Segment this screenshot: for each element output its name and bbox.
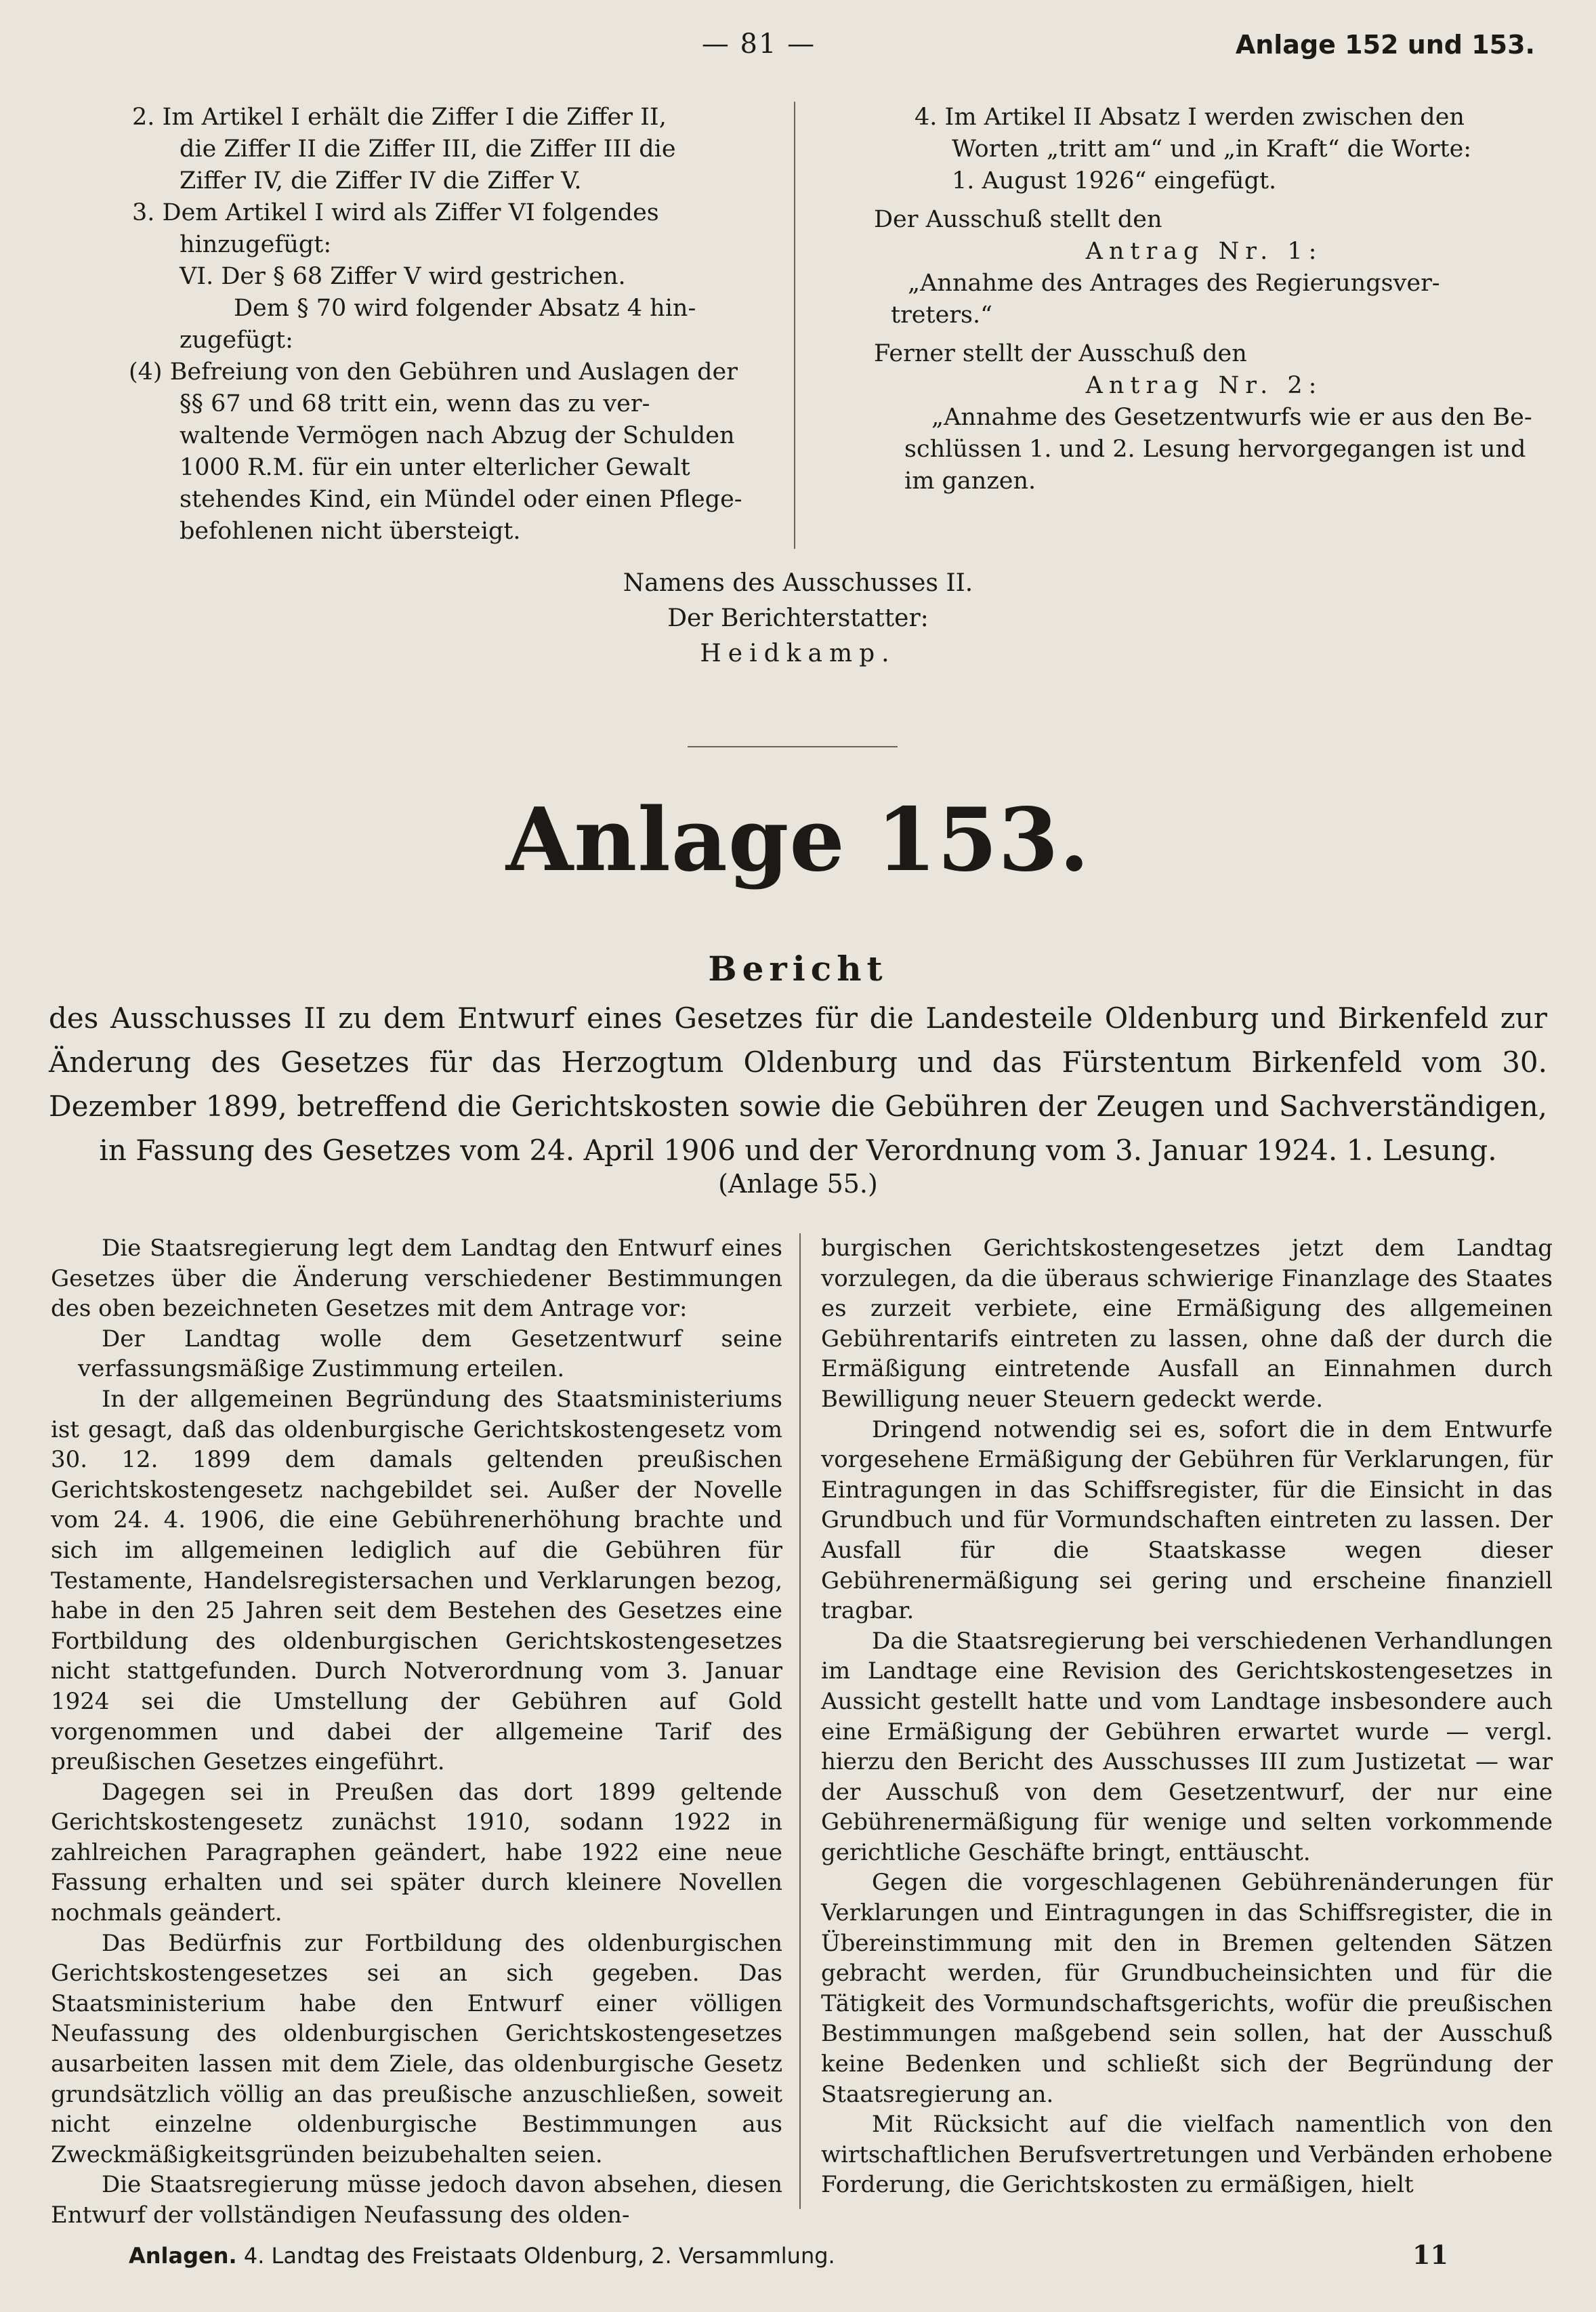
item-2-line-1: 2. Im Artikel I erhält die Ziffer I die Ziffer II, (132, 104, 667, 131)
motion-2-title: Antrag Nr. 2: (1085, 372, 1323, 399)
motion-1-title: Antrag Nr. 1: (1085, 238, 1323, 265)
appendix-title: Anlage 153. (505, 789, 1091, 891)
committee-statement-1: Der Ausschuß stellt den (874, 206, 1162, 233)
item-3-line-5: zugefügt: (180, 327, 293, 354)
left-paragraph-3: In der allgemeinen Begründung des Staatsministeriums ist gesagt, daß das oldenburgische Gerichtskostengesetz vom 30. 12. 1899 dem damals geltenden preußischen Gerichtskostengesetz nachgebildet sei. Außer der Novelle vom 24. 4. 1906, die eine Gebührenerhöhung brachte und sich im allgemeinen lediglich auf die Gebühren für Testamente, Handelsregistersachen und Verklarungen bezog, habe in den 25 Jahren seit dem Bestehen des Gesetzes eine Fortbildung des oldenburgischen Gerichtskostengesetzes nicht stattgefunden. Durch Notverordnung vom 3. Januar 1924 sei die Umstellung der Gebühren auf Gold vorgenommen und dabei der allgemeine Tarif des preußischen Gesetzes eingeführt. (51, 1385, 782, 1776)
item-3-line-1: 3. Dem Artikel I wird als Ziffer VI folgendes (132, 199, 659, 226)
signature-block (0, 566, 1596, 672)
left-paragraph-1: Die Staatsregierung legt dem Landtag den Entwurf eines Gesetzes über die Änderung verschiedener Bestimmungen des oben bezeichneten Gesetzes mit dem Antrage vor: (51, 1235, 782, 1323)
left-paragraph-4: Dagegen sei in Preußen das dort 1899 geltende Gerichtskostengesetz zunächst 1910, sodann 1922 in zahlreichen Paragraphen geändert, habe 1922 eine neue Fassung erhalten und sei später durch kleinere Novellen nochmals geändert. (51, 1778, 782, 1927)
running-head: Anlage 152 und 153. (1235, 30, 1535, 60)
right-text-column (821, 1233, 1553, 2200)
top-right-column (860, 102, 1548, 497)
footer-text: 4. Landtag des Freistaats Oldenburg, 2. Versammlung. (243, 2243, 835, 2269)
right-paragraph-1: burgischen Gerichtskostengesetzes jetzt dem Landtag vorzulegen, da die überaus schwierige Finanzlage des Staates es zurzeit verbiete, eine Ermäßigung des allgemeinen Gebührentarifs eintreten zu lassen, ohne daß der durch die Ermäßigung eintretende Ausfall an Einnahmen durch Bewilligung neuer Steuern gedeckt werde. (821, 1235, 1553, 1413)
item-3-line-3: VI. Der § 68 Ziffer V wird gestrichen. (180, 263, 626, 290)
paragraph-4-line-5: stehendes Kind, ein Mündel oder einen Pflege- (180, 486, 742, 513)
right-paragraph-4: Gegen die vorgeschlagenen Gebührenänderungen für Verklarungen und Eintragungen in das Schiffsregister, die in Übereinstimmung mit den in Bremen geltenden Sätzen gebracht werden, für Grundbucheinsichten und für die Tätigkeit des Vormundschaftsgerichts, wofür die preußischen Bestimmungen maßgebend sein sollen, hat der Ausschuß keine Bedenken und schließt sich der Begründung der Staatsregierung an. (821, 1869, 1553, 2108)
item-4-line-2: Worten „tritt am“ und „in Kraft“ die Worte: (952, 136, 1472, 163)
right-paragraph-2: Dringend notwendig sei es, sofort die in dem Entwurfe vorgesehene Ermäßigung der Gebühren für Verklarungen, für Eintragungen in das Schiffsregister, für die Einsicht in das Grundbuch und für Vormundschaften eintreten zu lassen. Der Ausfall für die Staatskasse wegen dieser Gebührenermäßigung sei gering und erscheine finanziell tragbar. (821, 1416, 1553, 1625)
footer (129, 2243, 835, 2269)
item-2-line-2: die Ziffer II die Ziffer III, die Ziffer III die (180, 136, 676, 163)
column-divider-top (794, 102, 795, 549)
left-text-column (51, 1233, 782, 2231)
paragraph-4-line-6: befohlenen nicht übersteigt. (180, 518, 521, 545)
item-3-line-4: Dem § 70 wird folgender Absatz 4 hin- (234, 295, 696, 322)
paragraph-4-line-2: §§ 67 und 68 tritt ein, wenn das zu ver- (180, 390, 650, 417)
right-paragraph-5: Mit Rücksicht auf die vielfach namentlich von den wirtschaftlichen Berufsvertretungen und Verbänden erhobene Forderung, die Gerichtskosten zu ermäßigen, hielt (821, 2111, 1553, 2199)
signature-role: Der Berichterstatter: (667, 604, 929, 632)
column-divider-main (799, 1233, 801, 2209)
left-paragraph-2: Der Landtag wolle dem Gesetzentwurf seine verfassungsmäßige Zustimmung erteilen. (78, 1325, 782, 1383)
left-paragraph-5: Das Bedürfnis zur Fortbildung des oldenburgischen Gerichtskostengesetzes sei an sich gegeben. Das Staatsministerium habe den Entwurf einer völligen Neufassung des oldenburgischen Gerichtskostengesetzes ausarbeiten lassen mit dem Ziele, das oldenburgische Gesetz grundsätzlich völlig an das preußische anzuschließen, soweit nicht einzelne oldenburgische Bestimmungen aus Zweckmäßigkeitsgründen beizubehalten seien. (51, 1929, 782, 2168)
motion-2-text-line-3: im ganzen. (904, 468, 1036, 495)
section-divider (688, 746, 898, 747)
motion-1-text-line-2: treters.“ (891, 302, 992, 329)
report-heading: Bericht (708, 949, 888, 989)
signature-name: Heidkamp. (700, 640, 896, 667)
paragraph-4-line-1: (4) Befreiung von den Gebühren und Auslagen der (129, 358, 738, 386)
motion-2-text-line-1: „Annahme des Gesetzentwurfs wie er aus den Be- (931, 404, 1532, 431)
footer-label: Anlagen. (129, 2243, 237, 2269)
report-subtitle: des Ausschusses II zu dem Entwurf eines Gesetzes für die Landesteile Oldenburg und Birkenfeld zur Änderung des Gesetzes für das Herzogtum Oldenburg und das Fürstentum Birkenfeld vom 30. Dezember 1899, betreffend die Gerichtskosten sowie die Gebühren der Zeugen und Sachverständigen, in Fassung des Gesetzes vom 24. April 1906 und der Verordnung vom 3. Januar 1924. 1. Lesung. (49, 1002, 1547, 1167)
sheet-number: 11 (1412, 2239, 1448, 2270)
motion-2-text-line-2: schlüssen 1. und 2. Lesung hervorgegangen ist und (904, 436, 1526, 463)
item-4-line-3: 1. August 1926“ eingefügt. (952, 167, 1277, 194)
paragraph-4-line-3: waltende Vermögen nach Abzug der Schulden (180, 422, 735, 449)
committee-statement-2: Ferner stellt der Ausschuß den (874, 340, 1247, 367)
page-number: — 81 — (701, 28, 816, 60)
item-3-line-2: hinzugefügt: (180, 231, 332, 258)
top-left-column (115, 102, 786, 548)
item-2-line-3: Ziffer IV, die Ziffer IV die Ziffer V. (180, 167, 582, 194)
item-4-line-1: 4. Im Artikel II Absatz I werden zwischen den (915, 104, 1465, 131)
left-paragraph-6: Die Staatsregierung müsse jedoch davon absehen, diesen Entwurf der vollständigen Neufassung des olden- (51, 2171, 782, 2229)
appendix-reference: (Anlage 55.) (718, 1169, 878, 1199)
motion-1-text-line-1: „Annahme des Antrages des Regierungsver- (908, 270, 1440, 297)
right-paragraph-3: Da die Staatsregierung bei verschiedenen Verhandlungen im Landtage eine Revision des Gerichtskostengesetzes in Aussicht gestellt hatte und vom Landtage insbesondere auch eine Ermäßigung der Gebühren erwartet wurde — vergl. hierzu den Bericht des Ausschusses III zum Justizetat — war der Ausschuß von dem Gesetzentwurf, der nur eine Gebührenermäßigung für wenige und selten vorkommende gerichtliche Geschäfte bringt, enttäuscht. (821, 1627, 1553, 1866)
paragraph-4-line-4: 1000 R.M. für ein unter elterlicher Gewalt (180, 454, 690, 481)
signature-committee: Namens des Ausschusses II. (623, 569, 973, 597)
